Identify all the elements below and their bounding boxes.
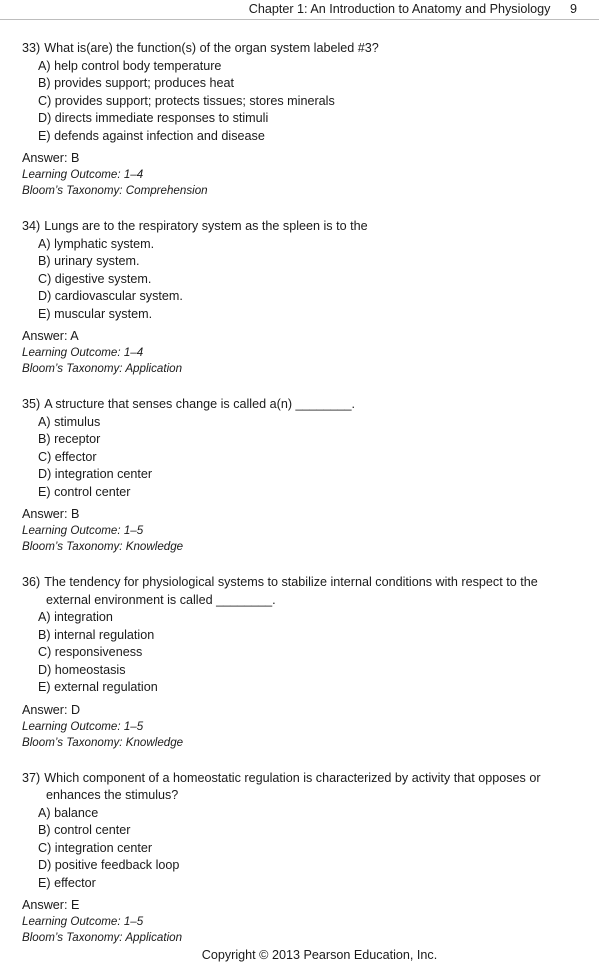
choice-b: B) receptor [38, 432, 101, 446]
choice-list [22, 414, 578, 502]
answer: Answer: D [22, 702, 81, 717]
question-number: 36) [22, 575, 41, 589]
question-number: 33) [22, 41, 41, 55]
question-number: 35) [22, 397, 41, 411]
question-text: What is(are) the function(s) of the organ system labeled #3? [44, 41, 379, 55]
choice-c: C) provides support; protects tissues; stores minerals [38, 93, 335, 108]
learning-outcome: Learning Outcome: 1–4 [22, 346, 144, 359]
blooms-taxonomy: Bloom’s Taxonomy: Application [22, 931, 183, 944]
choice-list [22, 805, 578, 893]
question-text: Lungs are to the respiratory system as the spleen is to the [44, 219, 368, 233]
question-text: A structure that senses change is called a(n) ________. [44, 397, 356, 411]
choice-d: D) cardiovascular system. [38, 289, 183, 303]
answer-block [22, 327, 578, 377]
learning-outcome: Learning Outcome: 1–5 [22, 719, 144, 733]
choice-a: A) help control body temperature [38, 58, 222, 73]
choice-b: B) urinary system. [38, 254, 140, 268]
question-33 [22, 40, 578, 199]
page-number: 9 [569, 2, 577, 16]
choice-a: A) integration [38, 610, 113, 624]
question-number: 34) [22, 219, 41, 233]
question-36 [22, 574, 578, 751]
choice-d: D) directs immediate responses to stimuli [38, 111, 269, 125]
answer-block [22, 149, 578, 199]
choice-e: E) defends against infection and disease [38, 128, 265, 143]
choice-b: B) internal regulation [38, 627, 155, 642]
answer: Answer: E [22, 898, 80, 912]
blooms-taxonomy: Bloom’s Taxonomy: Comprehension [22, 184, 208, 197]
answer-block [22, 505, 578, 555]
blooms-taxonomy: Bloom’s Taxonomy: Knowledge [22, 735, 184, 749]
copyright-text: Copyright © 2013 Pearson Education, Inc. [201, 948, 438, 962]
question-number: 37) [22, 770, 41, 785]
choice-c: C) integration center [38, 840, 153, 855]
choice-e: E) external regulation [38, 680, 158, 694]
learning-outcome: Learning Outcome: 1–4 [22, 168, 144, 181]
question-text: The tendency for physiological systems to stabilize internal conditions with respect to the external environment is called ________. [44, 575, 538, 607]
choice-b: B) control center [38, 823, 131, 837]
question-34 [22, 218, 578, 377]
choice-a: A) stimulus [38, 414, 101, 429]
question-stem [22, 770, 578, 805]
answer: Answer: A [22, 329, 79, 343]
page-header [249, 0, 577, 18]
choice-a: A) balance [38, 805, 99, 820]
choice-e: E) effector [38, 875, 96, 890]
choice-list [22, 236, 578, 324]
question-35 [22, 396, 578, 555]
blooms-taxonomy: Bloom’s Taxonomy: Application [22, 362, 183, 375]
question-stem [22, 40, 578, 58]
choice-d: D) positive feedback loop [38, 858, 180, 872]
question-text: Which component of a homeostatic regulation is characterized by activity that opposes or enhances the stimulus? [44, 770, 541, 802]
choice-c: C) effector [38, 449, 97, 464]
answer: Answer: B [22, 507, 80, 521]
answer-block [22, 896, 578, 946]
blooms-taxonomy: Bloom’s Taxonomy: Knowledge [22, 540, 184, 553]
question-37 [22, 770, 578, 947]
choice-e: E) control center [38, 484, 131, 499]
chapter-title: Chapter 1: An Introduction to Anatomy and Physiology [248, 2, 551, 16]
answer: Answer: B [22, 151, 80, 165]
question-stem [22, 574, 578, 609]
choice-list [22, 58, 578, 146]
choice-c: C) digestive system. [38, 271, 152, 286]
choice-d: D) homeostasis [38, 662, 126, 677]
choice-d: D) integration center [38, 467, 153, 481]
choice-b: B) provides support; produces heat [38, 76, 235, 90]
choice-e: E) muscular system. [38, 306, 153, 321]
answer-block [22, 701, 578, 751]
question-stem [22, 396, 578, 414]
question-list [22, 40, 578, 965]
choice-list [22, 609, 578, 697]
learning-outcome: Learning Outcome: 1–5 [22, 524, 144, 537]
question-stem [22, 218, 578, 236]
choice-c: C) responsiveness [38, 645, 143, 659]
choice-a: A) lymphatic system. [38, 236, 155, 251]
learning-outcome: Learning Outcome: 1–5 [22, 915, 144, 928]
page-footer [0, 946, 599, 964]
header-divider [0, 19, 599, 20]
